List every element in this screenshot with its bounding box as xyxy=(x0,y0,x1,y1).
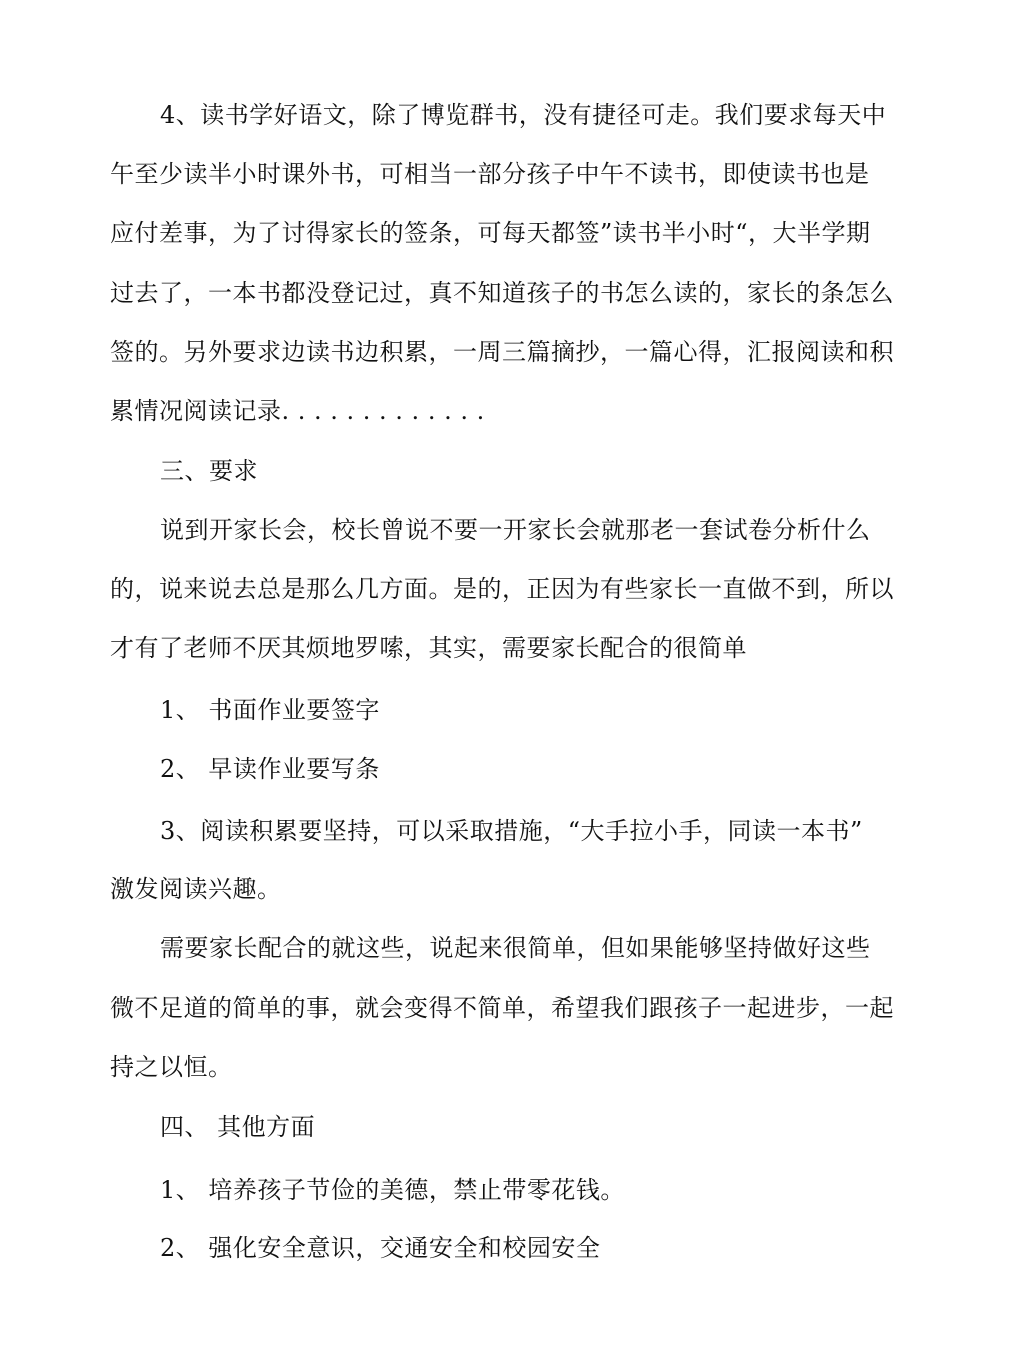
requirement-item-1: 1、 书面作业要签字 xyxy=(160,696,380,724)
requirement-item-2: 2、 早读作业要写条 xyxy=(160,755,380,783)
paragraph-requirements-line: 的，说来说去总是那么几方面。是的，正因为有些家长一直做不到，所以 xyxy=(110,575,894,603)
paragraph-requirements-line: 说到开家长会，校长曾说不要一开家长会就那老一套试卷分析什么 xyxy=(160,516,871,544)
requirement-item-3-line: 3、阅读积累要坚持，可以采取措施，“大手拉小手，同读一本书” xyxy=(160,817,863,845)
paragraph-requirements-line: 才有了老师不厌其烦地罗嗦，其实，需要家长配合的很简单 xyxy=(110,634,747,662)
paragraph-reading-line: 应付差事，为了讨得家长的签条，可每天都签”读书半小时“，大半学期 xyxy=(110,219,871,247)
paragraph-closing-line: 持之以恒。 xyxy=(110,1053,233,1081)
paragraph-reading-line: 午至少读半小时课外书，可相当一部分孩子中午不读书，即使读书也是 xyxy=(110,160,870,188)
paragraph-closing-line: 微不足道的简单的事，就会变得不简单，希望我们跟孩子一起进步，一起 xyxy=(110,994,894,1022)
paragraph-reading-line: 累情况阅读记录. . . . . . . . . . . . . xyxy=(110,397,485,425)
paragraph-reading-line: 过去了，一本书都没登记过，真不知道孩子的书怎么读的，家长的条怎么 xyxy=(110,279,894,307)
paragraph-reading-line: 签的。另外要求边读书边积累，一周三篇摘抄，一篇心得，汇报阅读和积 xyxy=(110,338,894,366)
other-item-1: 1、 培养孩子节俭的美德，禁止带零花钱。 xyxy=(160,1176,625,1204)
paragraph-reading-line: 4、读书学好语文，除了博览群书，没有捷径可走。我们要求每天中 xyxy=(160,101,887,129)
requirement-item-3-line: 激发阅读兴趣。 xyxy=(110,875,282,903)
paragraph-closing-line: 需要家长配合的就这些，说起来很简单，但如果能够坚持做好这些 xyxy=(160,934,871,962)
section-4-heading: 四、 其他方面 xyxy=(160,1113,316,1141)
section-3-heading: 三、要求 xyxy=(160,457,258,485)
other-item-2: 2、 强化安全意识，交通安全和校园安全 xyxy=(160,1234,601,1262)
